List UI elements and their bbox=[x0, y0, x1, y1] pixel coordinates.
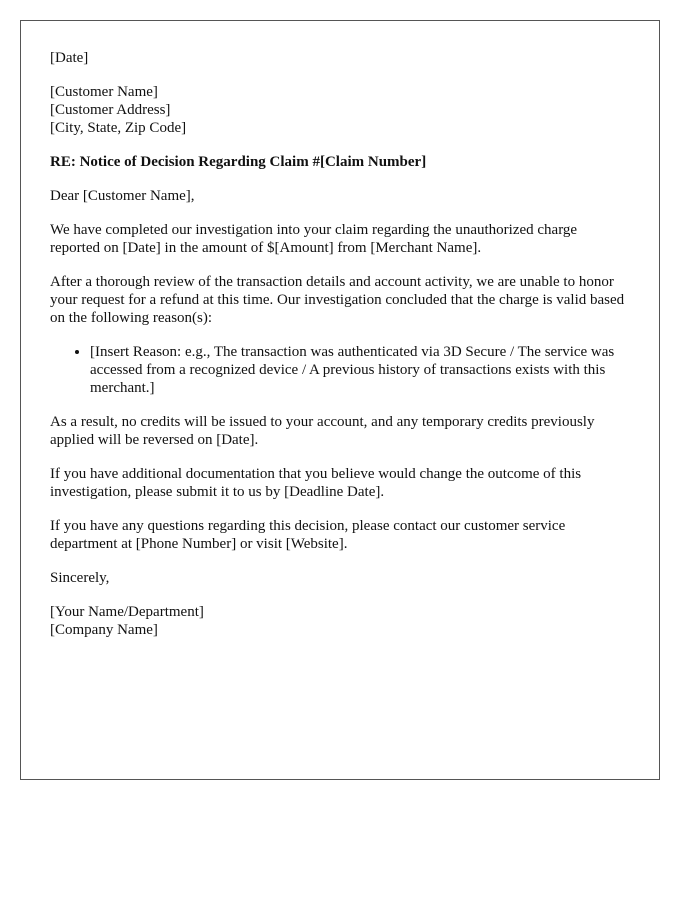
letter-page bbox=[20, 20, 660, 780]
recipient-city-state-zip: [City, State, Zip Code] bbox=[50, 120, 187, 136]
salutation: Dear [Customer Name], bbox=[50, 188, 195, 204]
reason-item: • [Insert Reason: e.g., The transaction was authenticated via 3D Secure / The service was accessed from a recognized device / A previous history of transactions exists with this merchant.] bbox=[90, 343, 630, 397]
intro-paragraph: We have completed our investigation into your claim regarding the unauthorized charge reported on [Date] in the amount of $[Amount] from [Merchant Name]. bbox=[50, 222, 578, 256]
result-paragraph: As a result, no credits will be issued to your account, and any temporary credits previously applied will be reversed on [Date]. bbox=[50, 414, 595, 448]
signature-name-department: [Your Name/Department] bbox=[50, 604, 204, 620]
documentation-paragraph: If you have additional documentation that you believe would change the outcome of this investigation, please submit it to us by [Deadline Date]. bbox=[50, 466, 582, 500]
subject-line: RE: Notice of Decision Regarding Claim #[Claim Number] bbox=[50, 154, 427, 170]
letter-date: [Date] bbox=[50, 50, 89, 66]
contact-paragraph: If you have any questions regarding this decision, please contact our customer service department at [Phone Number] or visit [Website]. bbox=[50, 518, 566, 552]
closing: Sincerely, bbox=[50, 570, 110, 586]
recipient-address: [Customer Address] bbox=[50, 102, 171, 118]
reasons-list bbox=[50, 343, 630, 397]
recipient-address-block bbox=[50, 83, 630, 137]
signature-company: [Company Name] bbox=[50, 622, 158, 638]
decision-paragraph: After a thorough review of the transaction details and account activity, we are unable to honor your request for a refund at this time. Our investigation concluded that the charge is valid based on the following reason(s): bbox=[50, 274, 625, 326]
recipient-name: [Customer Name] bbox=[50, 84, 158, 100]
signature-block bbox=[50, 603, 630, 639]
